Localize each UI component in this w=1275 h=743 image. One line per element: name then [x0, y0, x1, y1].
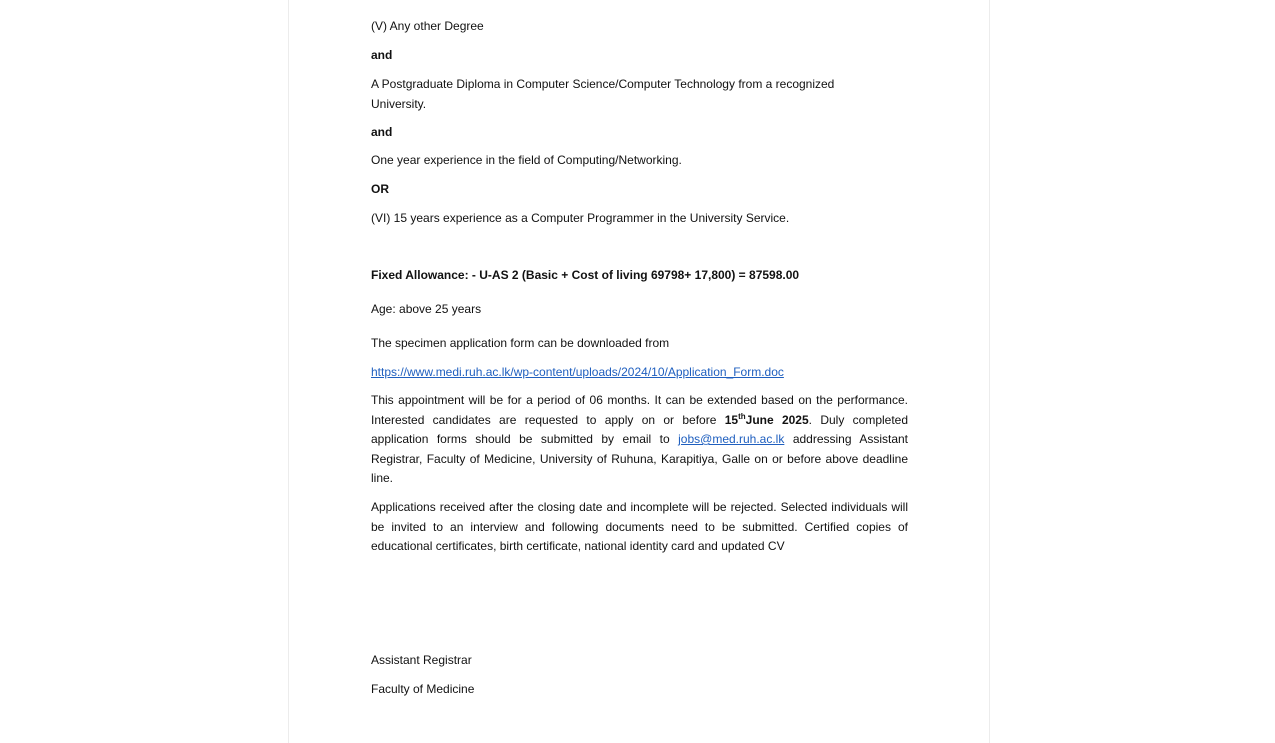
option-v-text: (V) Any other Degree: [371, 19, 484, 33]
appointment-text-1: This appointment will be for a period of 06 months. It can be extended based on the performance. Interested candidates are requested to apply on or before: [371, 393, 908, 427]
appointment-text-2: . Duly completed application forms should be submitted by email to: [371, 412, 909, 446]
age-requirement: Age: above 25 years: [371, 302, 482, 316]
and-connector-2: and: [371, 125, 393, 139]
experience-text: One year experience in the field of Computing/Networking.: [371, 153, 682, 167]
pg-diploma-line-1: A Postgraduate Diploma in Computer Science/Computer Technology from a recognized: [371, 77, 835, 91]
signature-title: Assistant Registrar: [371, 653, 472, 667]
pg-diploma-paragraph: [371, 75, 908, 114]
applications-note: Applications received after the closing date and incomplete will be rejected. Selected individuals will be invited to an interview and following documents need to be submitted. Certified copies of educational certificates, birth certificate, national identity card and updated CV: [371, 500, 908, 553]
specimen-form-text: The specimen application form can be downloaded from: [371, 336, 670, 350]
application-form-link-line: [371, 363, 908, 383]
application-form-link[interactable]: https://www.medi.ruh.ac.lk/wp-content/uploads/2024/10/Application_Form.doc: [371, 365, 784, 379]
pg-diploma-line-2: University.: [371, 96, 427, 111]
fixed-allowance: Fixed Allowance: - U-AS 2 (Basic + Cost of living 69798+ 17,800) = 87598.00: [371, 268, 800, 282]
document-page: [288, 0, 990, 743]
option-vi-text: (VI) 15 years experience as a Computer Programmer in the University Service.: [371, 211, 790, 225]
signature-faculty: Faculty of Medicine: [371, 682, 475, 696]
appointment-text-3: addressing Assistant Registrar, Faculty of Medicine, University of Ruhuna, Karapitiya, Galle on or before above deadline line.: [371, 432, 908, 485]
jobs-email-link[interactable]: jobs@med.ruh.ac.lk: [678, 432, 785, 446]
or-connector: OR: [371, 182, 389, 196]
appointment-paragraph: [371, 391, 908, 489]
and-connector: and: [371, 48, 393, 62]
deadline-date: 15thJune 2025: [724, 411, 809, 427]
